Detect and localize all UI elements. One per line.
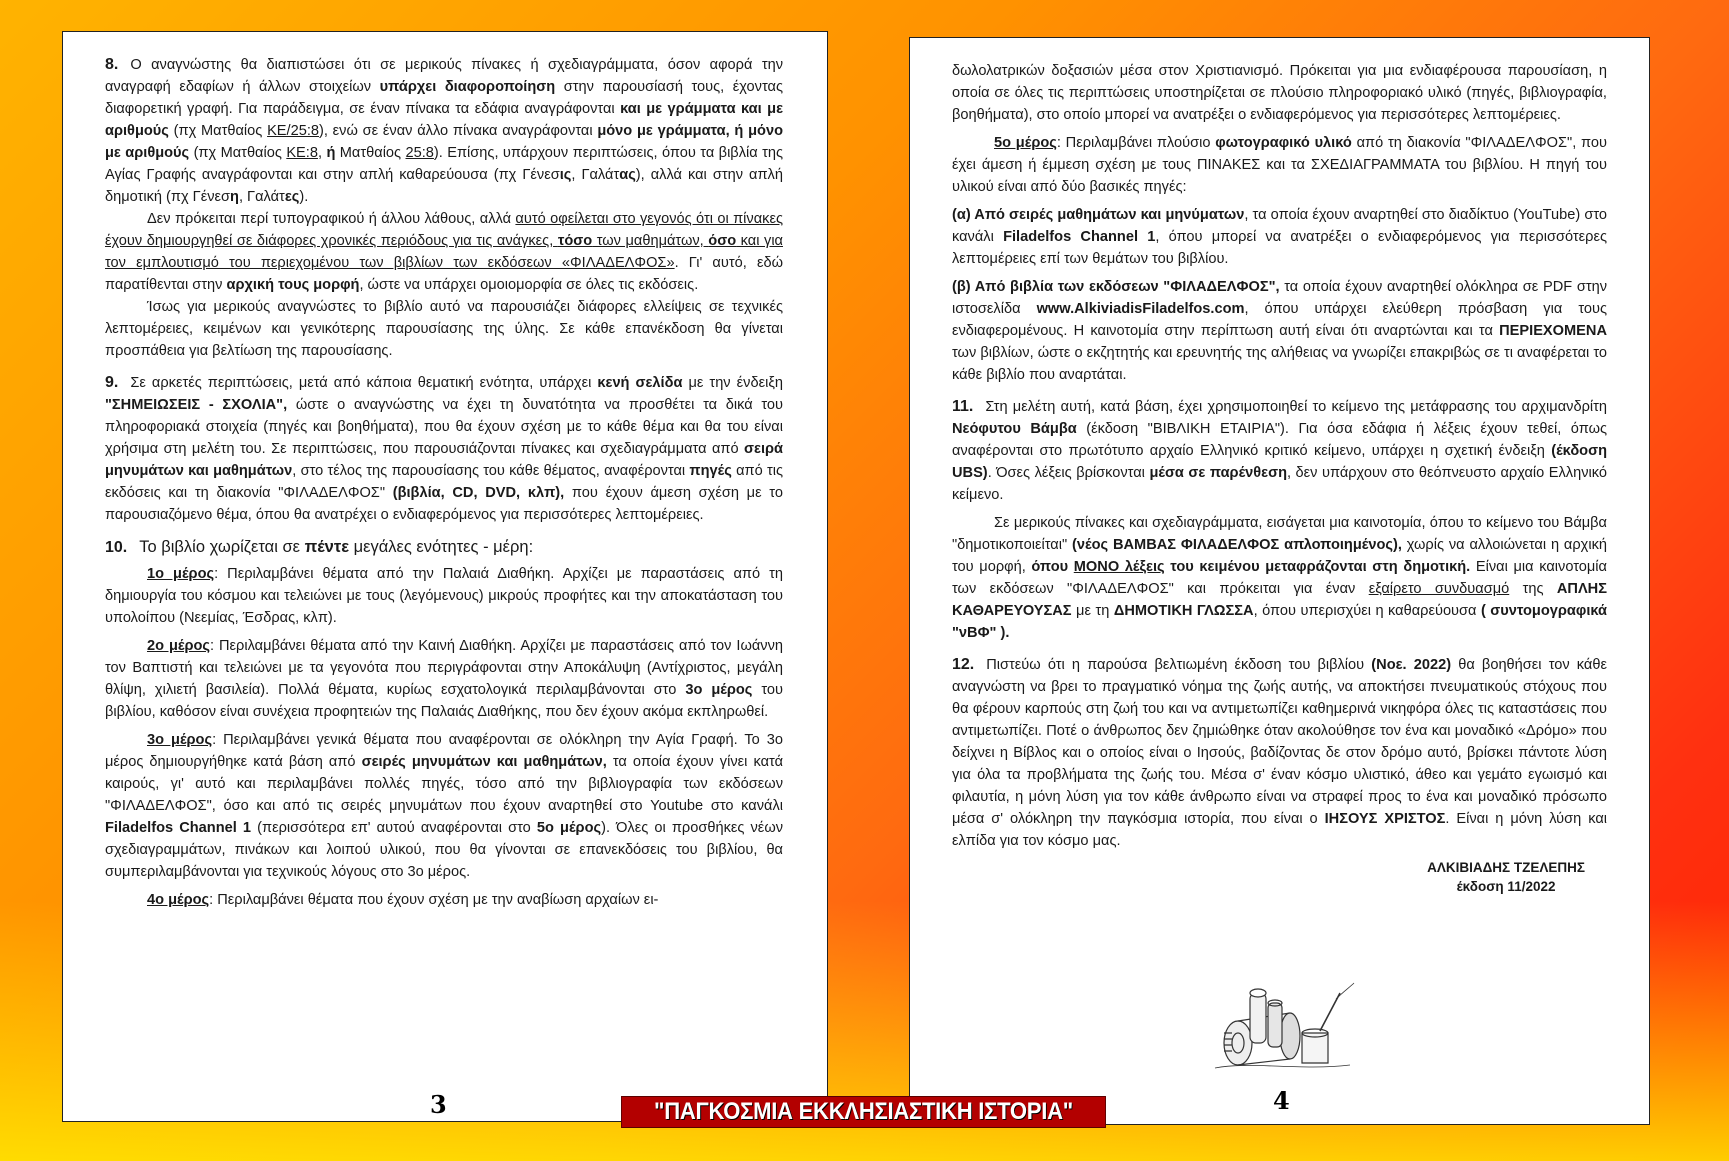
emphasis-text: κενή σελίδα	[597, 375, 683, 391]
emphasis-text: ΜΟΝΟ λέξεις	[1073, 559, 1165, 575]
text-run: , όπου υπερισχύει η καθαρεύουσα	[1253, 603, 1481, 619]
text-run: . Γι' αυτό, εδώ παρατίθενται στην	[105, 255, 783, 293]
text-run: (περισσότερα επ' αυτού αναφέρονται στο	[251, 820, 537, 836]
emphasis-text: 1ο μέρος	[147, 566, 215, 582]
paragraph-11b	[952, 512, 1607, 644]
underlined-text: 25:8	[405, 145, 434, 161]
text-run: . Είναι η μόνη λύση και ελπίδα για τον κόσμο μας.	[952, 811, 1608, 849]
text-run: , Γαλάτ	[571, 167, 620, 183]
author-name: ΑΛΚΙΒΙΑΔΗΣ ΤΖΕΛΕΠΗΣ	[1427, 860, 1585, 875]
emphasis-text: 5ο μέρος	[536, 820, 602, 836]
text-run: ). Όλες οι προσθήκες νέων σχεδιαγραμμάτων, πινάκων και λοιπού υλικού, που θα γίνονται σε επανεκδόσεις του βιβλίου, θα συμπεριλαμβάνονται για τεχνικούς λόγους στο 3ο μέρος.	[105, 820, 784, 880]
paragraph-8b	[105, 208, 783, 296]
emphasis-text: πέντε	[304, 538, 350, 556]
part-5-paragraph	[952, 132, 1607, 198]
underlined-text: και για τον εμπλουτισμό του περιεχομένου των βιβλίων των εκδόσεων «ΦΙΛΑΔΕΛΦΟΣ»	[105, 233, 783, 271]
item-number: 12.	[952, 656, 975, 673]
emphasis-text: (Νοε. 2022)	[1371, 657, 1452, 673]
scrolls-illustration-icon	[1210, 973, 1360, 1073]
emphasis-text: (βιβλία, CD, DVD, κλπ),	[392, 485, 565, 501]
text-run: των βιβλίων, ώστε ο εκζητητής και ερευνητής της αλήθειας να γνωρίζει επακριβώς σε τι αναφέρεται το κάθε βιβλίο που αναρτάται.	[952, 345, 1607, 383]
text-run: Σε μερικούς πίνακες και σχεδιαγράμματα, εισάγεται μια καινοτομία, όπου το κείμενο του Βάμβα "δημοτικοποιείται"	[952, 515, 1607, 553]
book-title-banner: "ΠΑΓΚΟΣΜΙΑ ΕΚΚΛΗΣΙΑΣΤΙΚΗ ΙΣΤΟΡΙΑ"	[621, 1096, 1106, 1128]
text-run: ), ενώ σε έναν άλλο πίνακα αναγράφονται	[319, 123, 598, 139]
text-run: (πχ Ματθαίος	[168, 123, 268, 139]
text-run: που έχουν άμεση σχέση με το παρουσιαζόμενο θέμα, όπου θα ανατρέχει ο ενδιαφερόμενος για περισσότερες λεπτομέρειες.	[105, 485, 783, 523]
emphasis-text: ις	[559, 167, 572, 183]
text-run: , όπου μπορεί να ανατρέξει ο ενδιαφερόμενος για περισσότερες λεπτομέρειες επί των θεμάτων του βιβλίου.	[952, 229, 1607, 267]
paragraph-8c	[105, 296, 783, 362]
text-run: Πιστεύω ότι η παρούσα βελτιωμένη έκδοση του βιβλίου	[986, 657, 1372, 673]
page-number-left: 3	[430, 1090, 447, 1119]
text-run: Στη μελέτη αυτή, κατά βάση, έχει χρησιμοποιηθεί το κείμενο της μετάφρασης του αρχιμανδρίτη	[985, 399, 1607, 415]
emphasis-text: 3ο μέρος	[685, 682, 753, 698]
text-run: με την ένδειξη	[682, 375, 783, 391]
paragraph-10	[105, 536, 783, 559]
text-run: χωρίς να αλλοιώνεται η αρχική του μορφή,	[952, 537, 1607, 575]
emphasis-text: www.AlkiviadisFiladelfos.com	[1036, 301, 1245, 317]
emphasis-text: ( συντομογραφικά "νΒΦ" ).	[952, 603, 1608, 641]
part-2-paragraph	[105, 635, 783, 723]
emphasis-text: η	[230, 189, 239, 205]
emphasis-text: ή	[326, 145, 336, 161]
text-run: Ίσως για μερικούς αναγνώστες το βιβλίο αυτό να παρουσιάζει διάφορες ελλείψεις σε τεχνικές λεπτομέρειες, κειμένων και γενικότερης παρουσίασης της ύλης. Σε κάθε επανέκδοση θα γίνεται προσπάθεια για βελτίωση της παρουσίασης.	[105, 299, 783, 359]
emphasis-text: "ΣΗΜΕΙΩΣΕΙΣ - ΣΧΟΛΙΑ",	[105, 397, 288, 413]
edition-date: έκδοση 11/2022	[1456, 879, 1556, 894]
item-number: 11.	[952, 398, 974, 415]
part-4-paragraph	[105, 889, 783, 911]
underlined-text: εξαίρετο συνδυασμό	[1368, 581, 1510, 597]
emphasis-text: 4ο μέρος	[147, 892, 210, 908]
text-run: Είναι μια καινοτομία των εκδόσεων "ΦΙΛΑΔΕΛΦΟΣ" και πρόκειται για έναν	[952, 559, 1607, 597]
page-number-right: 4	[1273, 1086, 1290, 1115]
emphasis-text: ΠΕΡΙΕΧΟΜΕΝΑ	[1499, 323, 1607, 339]
emphasis-text: όσο	[708, 233, 737, 249]
emphasis-text: αρχική τους μορφή	[226, 277, 360, 293]
text-run: : Περιλαμβάνει γενικά θέματα που αναφέρονται σε ολόκληρη την Αγία Γραφή. Το 3ο μέρος δημιουργήθηκε κατά βάση από	[105, 732, 783, 770]
paragraph-12	[952, 654, 1607, 852]
text-run: τα οποία έχουν γίνει κατά καιρούς, γι' αυτό και περιλαμβάνει πολλές πηγές, τόσο από την βιβλιογραφία των εκδόσεων "ΦΙΛΑΔΕΛΦΟΣ", όσο και από τις σειρές μηνυμάτων που έχουν αναρτηθεί στο Youtube στο κανάλι	[105, 754, 784, 814]
text-run: με τη	[1071, 603, 1114, 619]
part-3-paragraph	[105, 729, 783, 883]
emphasis-text: μέσα σε παρένθεση	[1149, 465, 1287, 481]
emphasis-text: ΔΗΜΟΤΙΚΗ ΓΛΩΣΣΑ	[1113, 603, 1254, 619]
text-run: της	[1509, 581, 1557, 597]
text-run: : Περιλαμβάνει θέματα από την Καινή Διαθήκη. Αρχίζει με παραστάσεις από τον Ιωάννη τον Βαπτιστή και τελειώνει με τα γεγονότα που περιγράφονται στην Αποκάλυψη (Αντίχριστος, μεγάλη θλίψη, χιλιετή βασιλεία). Πολλά θέματα, κυρίως εσχατολογικά περιλαμβάνονται στο	[105, 638, 783, 698]
signature-block	[952, 858, 1607, 896]
text-run: Δεν πρόκειται περί τυπογραφικού ή άλλου λάθους, αλλά	[147, 211, 516, 227]
text-run: τα οποία έχουν αναρτηθεί ολόκληρα σε PDF στην ιστοσελίδα	[952, 279, 1608, 317]
text-run: δωλολατρικών δοξασιών μέσα στον Χριστιανισμό. Πρόκειται για μια ενδιαφέρουσα παρουσίαση, η οποία σε όλες τις περιπτώσεις υποστηρίζεται σε πλούσιο πληροφοριακό υλικό (πηγές, βιβλιογραφία, βοηθήματα), στο οποίο μπορεί να ανατρέξει ο ενδιαφερόμενος για περισσότερες λεπτομέρειες.	[952, 63, 1607, 123]
emphasis-text: 3ο μέρος	[147, 732, 213, 748]
underlined-text: των μαθημάτων,	[592, 233, 709, 249]
underlined-text: ΚΕ:8	[286, 145, 318, 161]
text-run: μεγάλες ενότητες - μέρη:	[349, 538, 534, 556]
source-a-paragraph	[952, 204, 1607, 270]
page-left	[62, 31, 828, 1122]
left-page-text	[105, 54, 783, 911]
text-run: , τα οποία έχουν αναρτηθεί στο διαδίκτυο (YouTube) στο κανάλι	[952, 207, 1607, 245]
emphasis-text: ΙΗΣΟΥΣ ΧΡΙΣΤΟΣ	[1324, 811, 1446, 827]
text-run: ώστε ο αναγνώστης να έχει τη δυνατότητα να προσθέτει τα δικά του πληροφοριακά στοιχεία (πηγές και βοηθήματα), που θα έχουν σχέση με το κάθε θέμα και θα του είναι χρήσιμα στη μελέτη του. Σε περιπτώσεις, που παρουσιάζονται πίνακες και σχεδιαγράμματα από	[105, 397, 783, 457]
emphasis-text: ες	[284, 189, 300, 205]
text-run: , στο τέλος της παρουσίασης του κάθε θέματος, αναφέρονται	[292, 463, 690, 479]
text-run: από τις εκδόσεις και τη διακονία "ΦΙΛΑΔΕΛΦΟΣ"	[105, 463, 783, 501]
text-run: Το βιβλίο χωρίζεται σε	[139, 538, 305, 556]
underlined-text: ΚΕ/25:8	[267, 123, 319, 139]
item-number: 8.	[105, 56, 119, 73]
part-1-paragraph	[105, 563, 783, 629]
text-run: (πχ Ματθαίος	[189, 145, 287, 161]
text-run: ). Επίσης, υπάρχουν περιπτώσεις, όπου τα βιβλία της Αγίας Γραφής αναγράφονται και στην απλή καθαρεύουσα (πχ Γένεσ	[105, 145, 784, 183]
emphasis-text: (έκδοση UBS)	[952, 443, 1607, 481]
emphasis-text: σειρές μηνυμάτων και μαθημάτων,	[361, 754, 607, 770]
text-run: : Περιλαμβάνει θέματα από την Παλαιά Διαθήκη. Αρχίζει με παραστάσεις από τη δημιουργία του κόσμου και τελειώνει με τους (λεγόμενους) μικρούς προφήτες και την αποκατάσταση του υπολοίπου (Νεεμίας, Έσδρας, κλπ).	[105, 566, 783, 626]
text-run: θα βοηθήσει τον κάθε αναγνώστη να βρει το πραγματικό νόημα της ζωής αυτής, να αποκτήσει πνευματικούς στόχους που θα φέρουν καρπούς στη ζωή του και να αντιμετωπίζει καθημερινά νικηφόρα όλες τις καταστάσεις που αντιμετωπίζει. Ποτέ ο άνθρωπος δεν ζημιώθηκε όταν ακολούθησε τον ένα και μοναδικό «Δρόμο» που δείχνει η Βίβλος και ο οποίος είναι ο Ιησούς, βαδίζοντας δε στον δρόμο αυτό, βρίσκει πάντοτε λύση για όλα τα προβλήματα της ζωής του. Μέσα σ' έναν κόσμο υλιστικό, άθεο και γεμάτο εγωισμό και φιλαυτία, η μόνη λύση για τον κάθε άνθρωπο είναι να στραφεί προς το ένα και μοναδικό πρόσωπο μέσα σ' ολόκληρη την παγκόσμια ιστορία, που είναι ο	[952, 657, 1607, 827]
text-run: : Περιλαμβάνει θέματα που έχουν σχέση με την αναβίωση αρχαίων ει-	[209, 892, 659, 908]
text-run: ), αλλά και στην απλή δημοτική (πχ Γένεσ	[105, 167, 783, 205]
emphasis-text: σειρά μηνυμάτων και μαθημάτων	[105, 441, 783, 479]
emphasis-text: όπου	[1031, 559, 1074, 575]
item-number: 9.	[105, 374, 119, 391]
emphasis-text: υπάρχει διαφοροποίηση	[379, 79, 556, 95]
emphasis-text: 2ο μέρος	[147, 638, 210, 654]
text-run: (έκδοση "ΒΙΒΛΙΚΗ ΕΤΑΙΡΙΑ"). Για όσα εδάφια ή λέξεις έχουν τεθεί, όπως αναφέρονται στο πρωτότυπο αρχαίο Ελληνικό κριτικό κείμενο, υπάρχει η σχετική ένδειξη	[952, 421, 1607, 459]
text-run: , όπου υπάρχει ελεύθερη πρόσβαση για τους ενδιαφερομένους. Η καινοτομία στην περίπτωση αυτή είναι ότι αναρτώνται και τα	[952, 301, 1608, 339]
paragraph-8	[105, 54, 783, 208]
text-run: : Περιλαμβάνει πλούσιο	[1056, 135, 1216, 151]
text-run: , ώστε να υπάρχει ομοιομορφία σε όλες τις εκδόσεις.	[359, 277, 699, 293]
emphasis-text: Filadelfos Channel 1	[1003, 229, 1156, 245]
text-run: ).	[299, 189, 309, 205]
emphasis-text: (νέος ΒΑΜΒΑΣ ΦΙΛΑΔΕΛΦΟΣ απλοποιημένος),	[1072, 537, 1402, 553]
text-run: Ο αναγνώστης θα διαπιστώσει ότι σε μερικούς πίνακες ή σχεδιαγράμματα, όσον αφορά την αναγραφή εδαφίων ή άλλων στοιχείων	[105, 57, 783, 95]
text-run: . Όσες λέξεις βρίσκονται	[987, 465, 1150, 481]
text-run: Σε αρκετές περιπτώσεις, μετά από κάποια θεματική ενότητα, υπάρχει	[130, 375, 598, 391]
emphasis-text: ας	[619, 167, 636, 183]
continued-paragraph	[952, 60, 1607, 126]
item-number: 10.	[105, 539, 128, 556]
emphasis-text: Νεόφυτου Βάμβα	[952, 421, 1077, 437]
text-run: , Γαλάτ	[238, 189, 285, 205]
paragraph-9	[105, 372, 783, 526]
emphasis-text: μόνο με γράμματα, ή μόνο με αριθμούς	[105, 123, 783, 161]
text-run: , δεν υπάρχουν στο θεόπνευστο αρχαίο Ελληνικό κείμενο.	[952, 465, 1607, 503]
underlined-text: αυτό οφείλεται στο γεγονός ότι οι πίνακες έχουν δημιουργηθεί σε διάφορες χρονικές περιόδους για τις ανάγκες,	[105, 211, 783, 249]
emphasis-text: φωτογραφικό υλικό	[1215, 135, 1352, 151]
emphasis-text: ΑΠΛΗΣ ΚΑΘΑΡΕΥΟΥΣΑΣ	[952, 581, 1607, 619]
emphasis-text: και με γράμματα και με αριθμούς	[105, 101, 784, 139]
emphasis-text: (β) Από βιβλία των εκδόσεων "ΦΙΛΑΔΕΛΦΟΣ",	[952, 279, 1280, 295]
text-run: στην παρουσίασή τους, έχοντας διαφορετική γραφή. Για παράδειγμα, σε έναν πίνακα τα εδάφια αναγράφονται	[105, 79, 784, 117]
emphasis-text: (α) Από σειρές μαθημάτων και μηνύματων	[952, 207, 1245, 223]
emphasis-text: τόσο	[557, 233, 593, 249]
text-run: από τη διακονία "ΦΙΛΑΔΕΛΦΟΣ", που έχει άμεση ή έμμεση σχέση με τους ΠΙΝΑΚΕΣ και τα ΣΧΕΔΙΑΓΡΑΜΜΑΤΑ του βιβλίου. Η πηγή του υλικού είναι από δύο βασικές πηγές:	[952, 135, 1607, 195]
text-run: Ματθαίος	[335, 145, 406, 161]
text-run: ,	[317, 145, 327, 161]
emphasis-text: του κειμένου μεταφράζονται στη δημοτική.	[1164, 559, 1471, 575]
page-right	[909, 37, 1650, 1125]
emphasis-text: 5ο μέρος	[994, 135, 1057, 151]
paragraph-11	[952, 396, 1607, 506]
emphasis-text: Filadelfos Channel 1	[105, 820, 252, 836]
emphasis-text: πηγές	[689, 463, 732, 479]
text-run: του βιβλίου, καθόσον είναι συνέχεια προφητειών της Παλαιάς Διαθήκης, που δεν έχουν ακόμα εκπληρωθεί.	[105, 682, 783, 720]
source-b-paragraph	[952, 276, 1607, 386]
right-page-text	[952, 60, 1607, 852]
